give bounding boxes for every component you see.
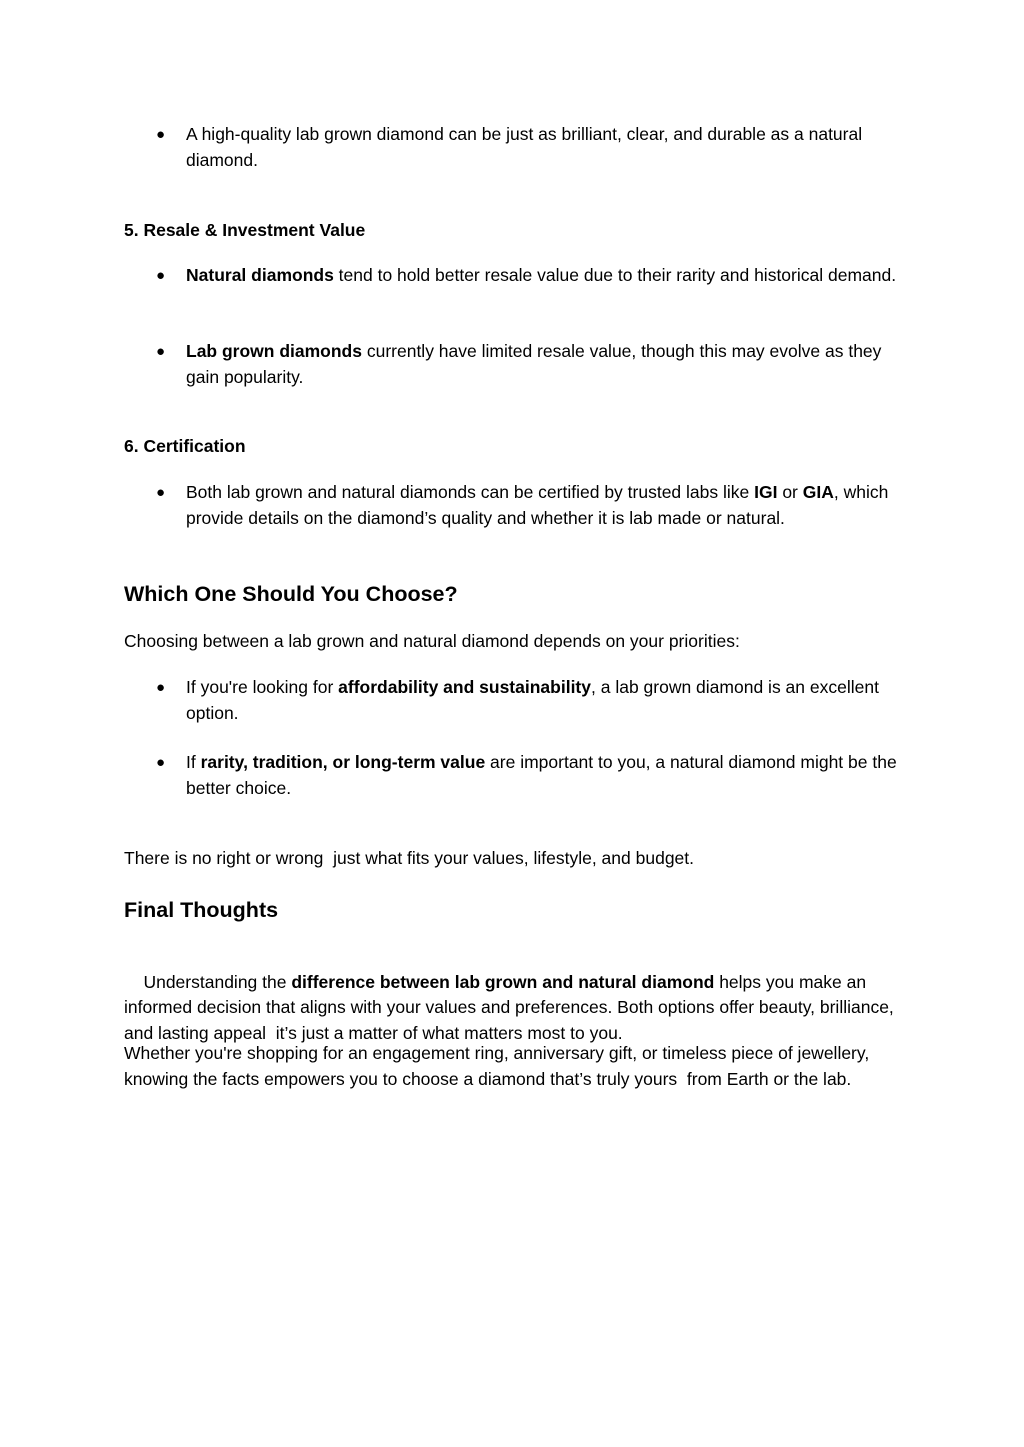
bullet-text: or: [777, 482, 803, 502]
section-heading: 6. Certification: [124, 436, 246, 456]
bullet-bold: rarity, tradition, or long-term value: [200, 752, 486, 772]
bullet-text: A high-quality lab grown diamond can be just as brilliant, clear, and durable as a natural diamond.: [186, 124, 863, 170]
bullet-icon: ●: [156, 754, 166, 771]
list-item: [156, 750, 904, 801]
paragraph-text: helps you make an informed decision that aligns with your values and preferences. Both options offer beauty, brilliance, and lasting appeal it’s just a matter of what matters most to you.: [124, 971, 899, 1043]
bullet-icon: ●: [156, 343, 166, 360]
paragraph: Whether you're shopping for an engagement ring, anniversary gift, or timeless piece of jewellery, knowing the facts empowers you to choose a diamond that’s truly yours from Earth or the lab.: [124, 1043, 875, 1089]
bullet-icon: ●: [156, 267, 166, 284]
bullet-text: , a lab grown diamond is an excellent option.: [186, 677, 879, 723]
bullet-bold: Natural diamonds: [186, 265, 334, 285]
bullet-bold: GIA: [802, 482, 834, 502]
bullet-text: If you're looking for: [186, 677, 339, 697]
bullet-text: , which provide details on the diamond’s quality and whether it is lab made or natural.: [186, 482, 889, 528]
bullet-text: tend to hold better resale value due to their rarity and historical demand.: [333, 265, 897, 285]
paragraph: Choosing between a lab grown and natural diamond depends on your priorities:: [124, 631, 740, 651]
bullet-bold: affordability and sustainability: [338, 677, 591, 697]
paragraph-text: Understanding the: [143, 971, 292, 992]
list-item: [156, 339, 904, 390]
bullet-text: are important to you, a natural diamond might be the better choice.: [186, 752, 897, 798]
bullet-text: currently have limited resale value, though this may evolve as they gain popularity.: [186, 341, 882, 387]
bullet-text: If: [186, 752, 201, 772]
bullet-icon: ●: [156, 484, 166, 501]
bullet-icon: ●: [156, 126, 166, 143]
bullet-bold: IGI: [754, 482, 778, 502]
page-heading: Which One Should You Choose?: [124, 582, 458, 606]
bullet-bold: Lab grown diamonds: [186, 341, 362, 361]
list-item: [156, 675, 904, 726]
page-heading: Final Thoughts: [124, 898, 279, 922]
section-heading: 5. Resale & Investment Value: [124, 220, 366, 240]
bullet-text: Both lab grown and natural diamonds can be certified by trusted labs like: [186, 482, 755, 502]
list-item: [156, 263, 904, 289]
paragraph: There is no right or wrong just what fits your values, lifestyle, and budget.: [124, 848, 695, 868]
list-item: [156, 480, 904, 531]
list-item: [156, 122, 904, 173]
bullet-icon: ●: [156, 679, 166, 696]
paragraph-bold: difference between lab grown and natural diamond: [291, 971, 715, 992]
